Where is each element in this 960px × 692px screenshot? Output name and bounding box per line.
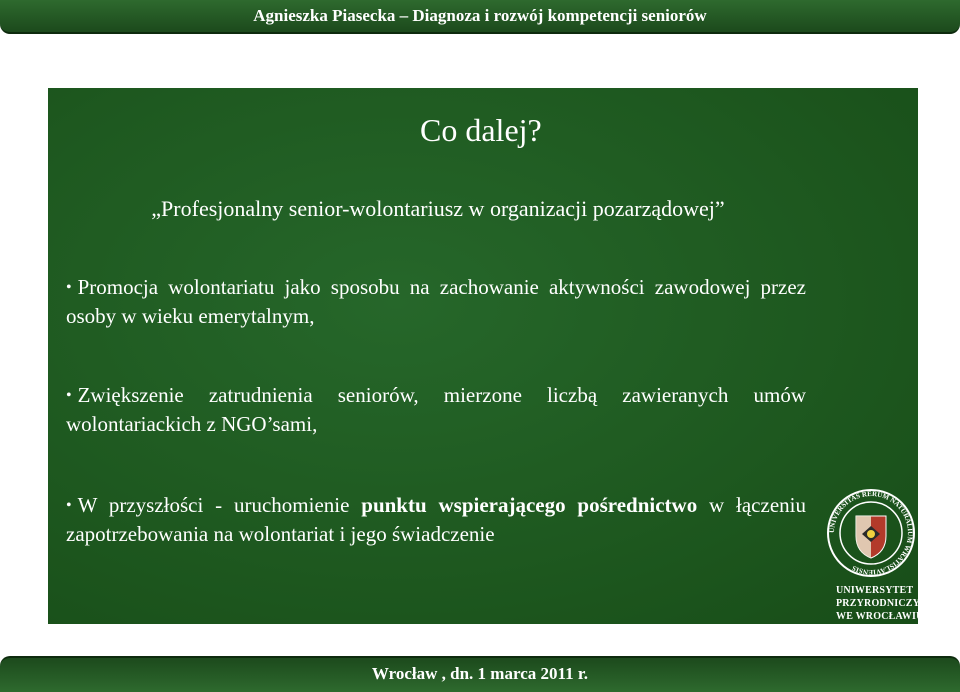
bullet-item-promotion bbox=[66, 273, 806, 331]
bullet-text-bold: punktu wspierającego pośrednictwo bbox=[361, 493, 698, 517]
seal-text: UNIVERSITAS RERUM NATURALIUM WRATISLAVIENSIS bbox=[827, 489, 915, 577]
slide-title: Co dalej? bbox=[420, 112, 542, 148]
footer-date: Wrocław , dn. 1 marca 2011 r. bbox=[371, 664, 589, 683]
header-title: Agnieszka Piasecka – Diagnoza i rozwój kompetencji seniorów bbox=[253, 6, 707, 25]
university-seal-icon bbox=[826, 488, 916, 578]
header-bar bbox=[0, 0, 960, 34]
bullet-item-employment bbox=[66, 381, 806, 439]
bullet-text-after: w łączeniu zapotrzebowania na wolontariat i jego świadczenie bbox=[66, 493, 806, 546]
bullet-icon: • bbox=[66, 279, 72, 296]
bullet-text: Zwiększenie zatrudnienia seniorów, mierzone liczbą zawieranych umów wolontariackich z NGO’sami, bbox=[66, 383, 806, 436]
bullet-item-future bbox=[66, 491, 806, 549]
logo-line-2: PRZYRODNICZY bbox=[836, 598, 921, 609]
bullet-text: Promocja wolontariatu jako sposobu na zachowanie aktywności zawodowej przez osoby w wieku emerytalnym, bbox=[66, 275, 806, 328]
footer-bar bbox=[0, 656, 960, 692]
bullet-icon: • bbox=[66, 387, 72, 404]
slide-subtitle: „Profesjonalny senior-wolontariusz w organizacji pozarządowej” bbox=[151, 196, 725, 221]
bullet-text-before: W przyszłości - uruchomienie bbox=[77, 493, 362, 517]
logo-line-3: WE WROCŁAWIU bbox=[836, 611, 924, 622]
logo-line-1: UNIWERSYTET bbox=[836, 585, 914, 596]
bullet-icon: • bbox=[66, 497, 72, 514]
university-name-logo bbox=[836, 584, 924, 623]
